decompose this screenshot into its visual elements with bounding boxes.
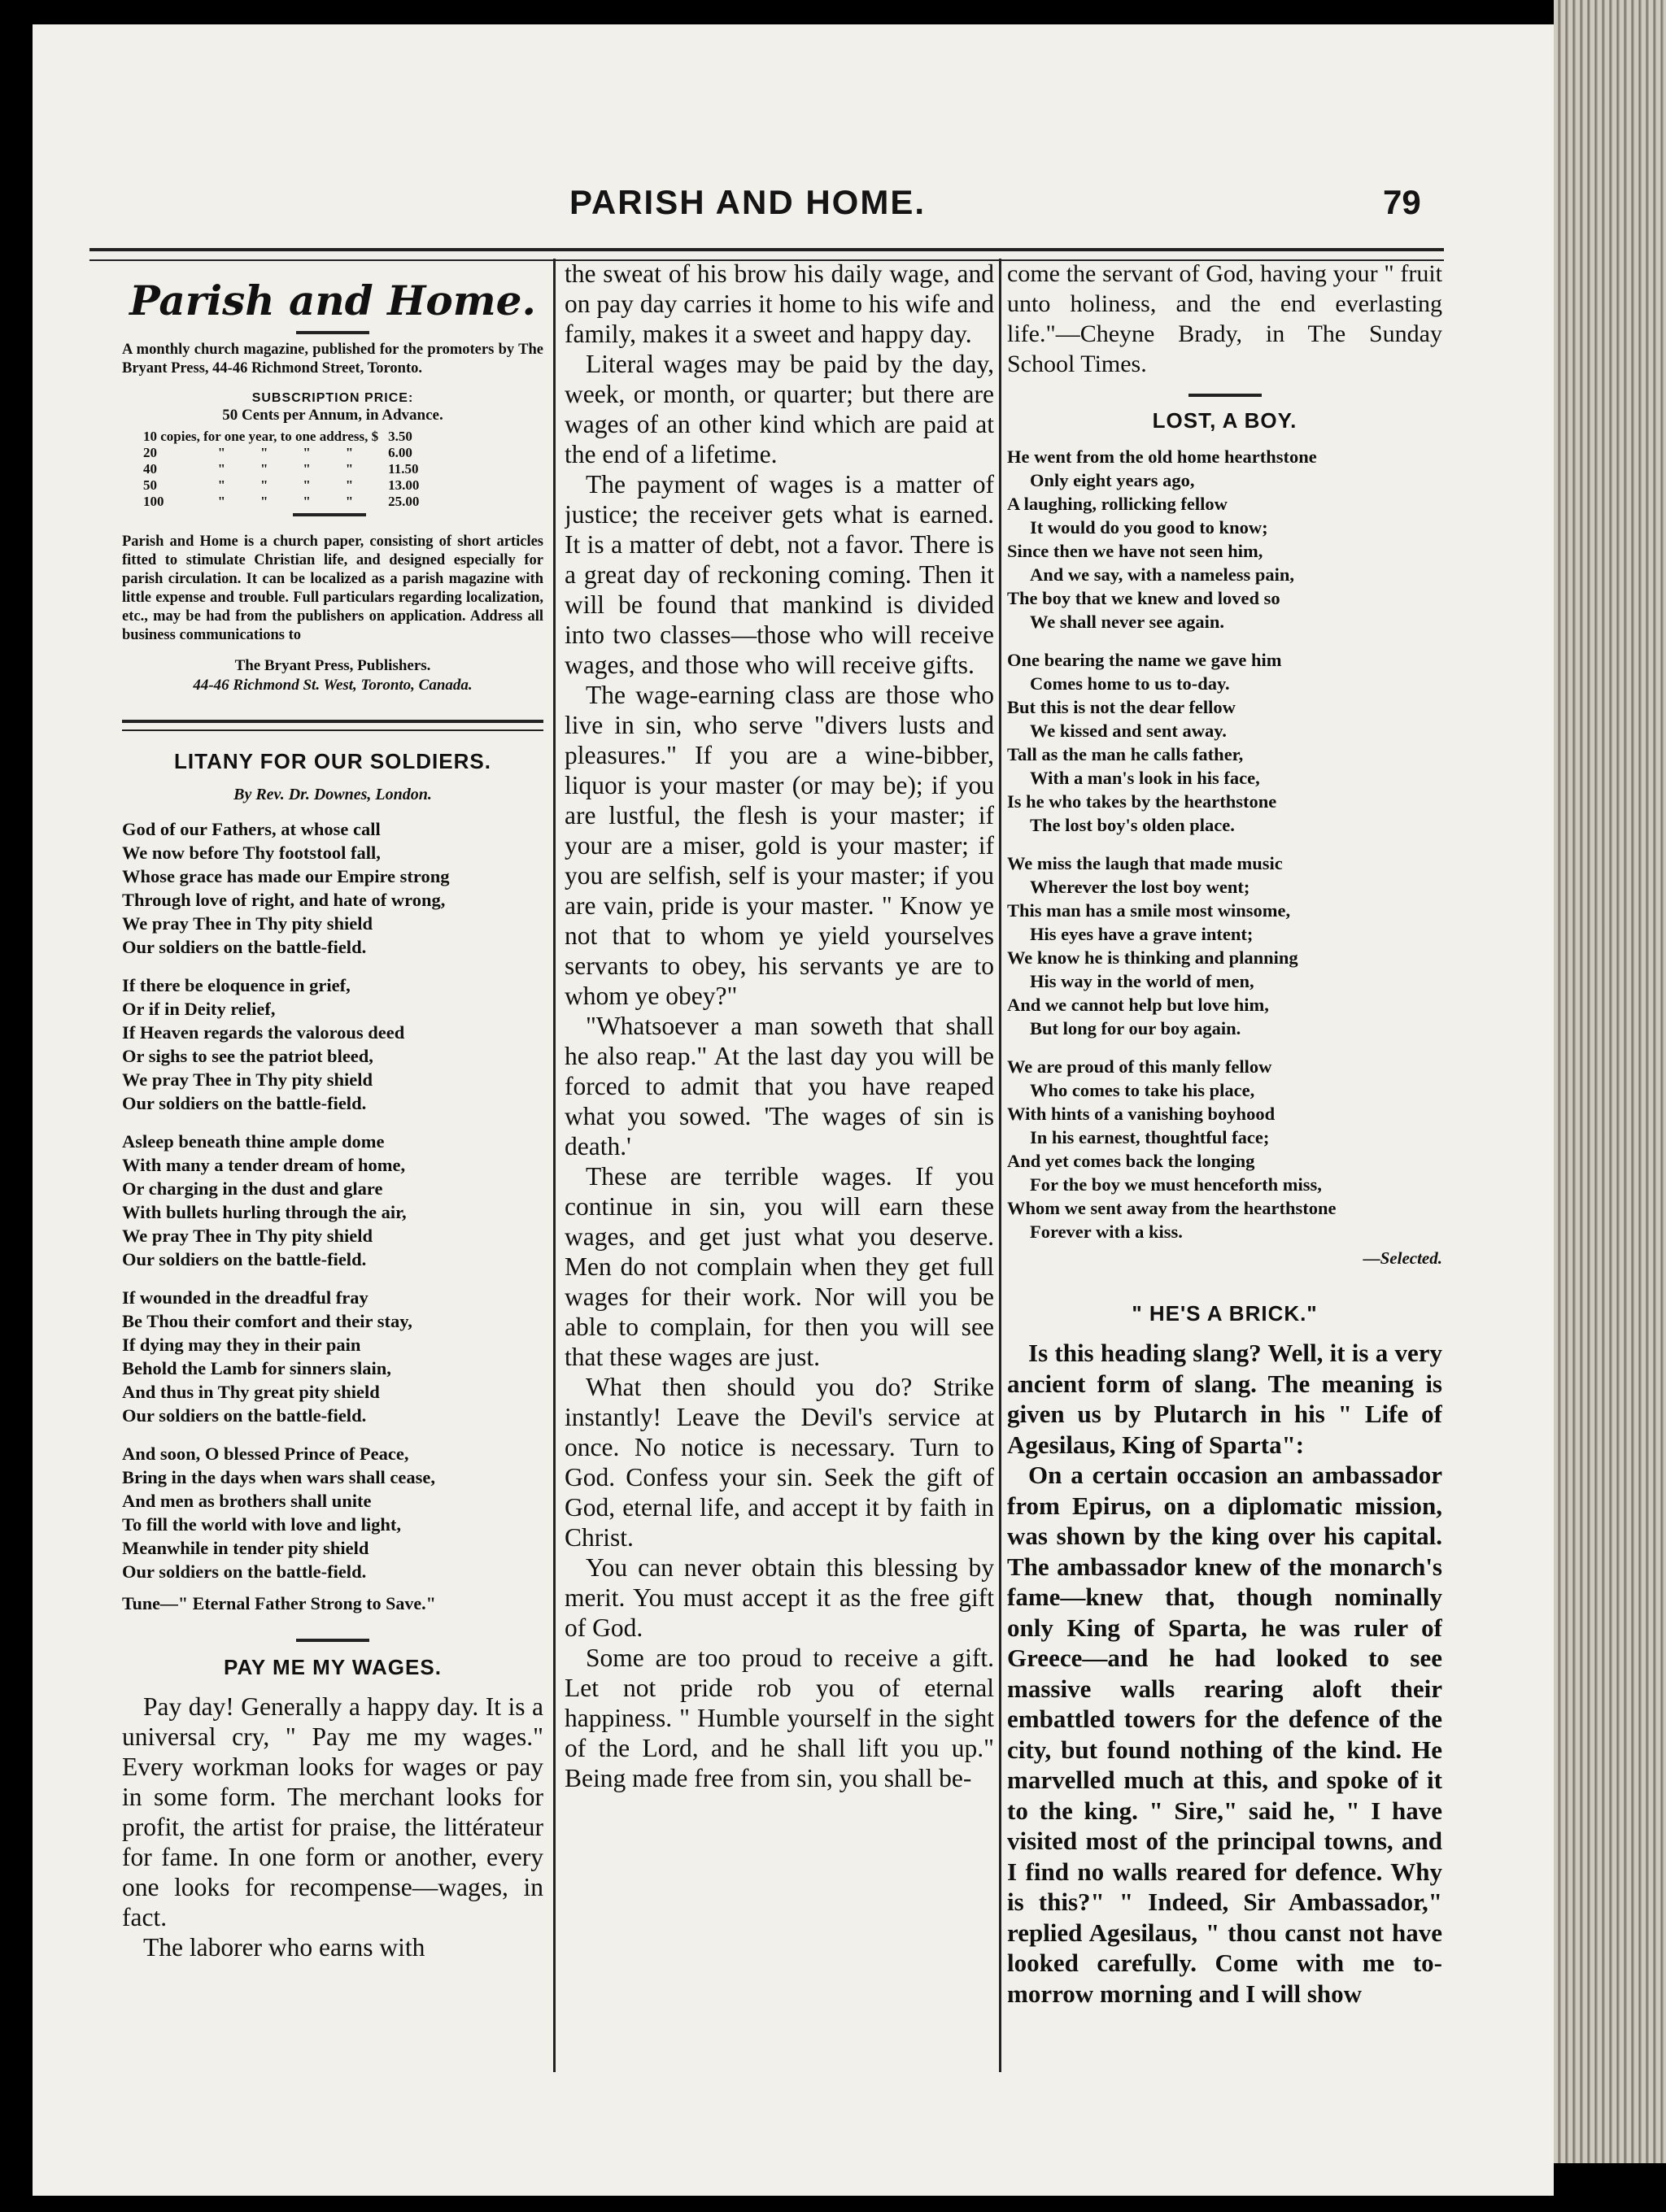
paragraph: The laborer who earns with: [143, 1933, 425, 1962]
price-row: [138, 445, 424, 461]
subscription-label: SUBSCRIPTION PRICE:: [251, 391, 414, 405]
price-cell: 50: [143, 477, 157, 493]
poem-line: And men as brothers shall unite: [122, 1491, 372, 1511]
price-cell: ": [217, 477, 226, 493]
poem-stanza: [122, 1442, 543, 1583]
running-head: PARISH AND HOME.: [569, 183, 927, 221]
poem-line: He went from the old home hearthstone: [1007, 446, 1317, 467]
poem-stanza: [1007, 1055, 1442, 1243]
poem-line: Forever with a kiss.: [1030, 1221, 1183, 1242]
price-cell: ": [303, 477, 311, 493]
paragraph: "Whatsoever a man soweth that shall he also reap." At the last day you will be forced to admit that you have reaped what you sowed. 'The wages of sin is death.': [565, 1012, 994, 1160]
section-rule: [122, 720, 543, 731]
poem-line: And thus in Thy great pity shield: [122, 1382, 380, 1402]
poem-line: The lost boy's olden place.: [1030, 815, 1235, 835]
poem-line: We pray Thee in Thy pity shield: [122, 1069, 373, 1090]
short-rule: [293, 513, 366, 516]
poem-credit: —Selected.: [1363, 1248, 1442, 1268]
wages-title: PAY ME MY WAGES.: [224, 1655, 442, 1679]
price-table: [138, 429, 424, 510]
short-rule: [296, 1639, 369, 1642]
price-cell: ": [259, 494, 268, 509]
column-1: [122, 259, 543, 1962]
paragraph: Literal wages may be paid by the day, week, or month, or quarter; but there are wages of an other kind which are paid at the end of a lifetime.: [565, 350, 994, 468]
poem-line: If dying may they in their pain: [122, 1335, 361, 1355]
price-cell: ": [345, 494, 354, 509]
poem-stanza: [1007, 851, 1442, 1040]
poem-line: And we say, with a nameless pain,: [1030, 564, 1295, 585]
price-cell: ": [259, 461, 268, 477]
price-cell: 3.50: [388, 429, 412, 444]
poem-line: Or sighs to see the patriot bleed,: [122, 1046, 373, 1066]
poem-line: We are proud of this manly fellow: [1007, 1056, 1272, 1077]
price-row: [138, 429, 424, 445]
poem-line: We shall never see again.: [1030, 612, 1224, 632]
wages-text-col2: [565, 259, 994, 1793]
price-cell: ": [217, 445, 226, 460]
poem-stanza: [122, 817, 543, 959]
masthead-description: Parish and Home is a church paper, consisting of short articles fitted to stimulate Christian life, and designed especially for parish circulation. It can be localized as a parish magazine with little expense and trouble. Full particulars regarding localization, etc., may be had from the publishers on application. Address all business communications to: [122, 533, 543, 643]
poem-line: For the boy we must henceforth miss,: [1030, 1174, 1322, 1195]
paragraph: Is this heading slang? Well, it is a very ancient form of slang. The meaning is given us by Plutarch in his " Life of Agesilaus, King of Sparta":: [1007, 1339, 1442, 1459]
poem-line: Bring in the days when wars shall cease,: [122, 1467, 436, 1487]
price-cell: 11.50: [388, 461, 419, 477]
poem-line: And soon, O blessed Prince of Peace,: [122, 1443, 409, 1464]
litany-byline: By Rev. Dr. Downes, London.: [233, 786, 432, 803]
litany-poem: [122, 817, 543, 1583]
poem-line: Our soldiers on the battle-field.: [122, 1249, 367, 1269]
price-cell: ": [259, 477, 268, 493]
publisher-address: 44-46 Richmond St. West, Toronto, Canada.: [193, 677, 473, 694]
poem-line: The boy that we knew and loved so: [1007, 588, 1280, 608]
poem-line: Our soldiers on the battle-field.: [122, 1561, 367, 1582]
poem-line: To fill the world with love and light,: [122, 1514, 401, 1535]
brick-text: [1007, 1338, 1442, 2009]
brick-title: " HE'S A BRICK.": [1132, 1301, 1318, 1326]
poem-line: In his earnest, thoughtful face;: [1030, 1127, 1270, 1147]
poem-line: Our soldiers on the battle-field.: [122, 1405, 367, 1426]
poem-stanza: [1007, 445, 1442, 634]
poem-line: His way in the world of men,: [1030, 971, 1254, 991]
price-cell: ": [259, 445, 268, 460]
lost-boy-title: LOST, A BOY.: [1152, 408, 1297, 433]
poem-line: Asleep beneath thine ample dome: [122, 1131, 385, 1152]
price-cell: 100: [143, 494, 164, 509]
column-divider: [999, 259, 1001, 2072]
price-cell: ": [217, 494, 226, 509]
price-cell: ": [345, 477, 354, 493]
price-cell: 13.00: [388, 477, 420, 493]
price-cell: ": [303, 445, 311, 460]
poem-line: We know he is thinking and planning: [1007, 947, 1298, 968]
price-cell: ": [217, 461, 226, 477]
poem-line: With a man's look in his face,: [1030, 768, 1260, 788]
poem-line: Through love of right, and hate of wrong,: [122, 890, 446, 910]
poem-line: With many a tender dream of home,: [122, 1155, 406, 1175]
poem-line: Meanwhile in tender pity shield: [122, 1538, 369, 1558]
poem-line: We miss the laugh that made music: [1007, 853, 1283, 873]
column-2: [565, 259, 994, 1793]
poem-line: We pray Thee in Thy pity shield: [122, 1226, 373, 1246]
column-divider: [553, 259, 556, 2072]
paragraph: The wage-earning class are those who live in sin, who serve "divers lusts and pleasures." If you are a wine-bibber, liquor is your master (or may be); if you are lustful, the flesh is your master; if your are a miser, gold is your master; if you are selfish, self is your master; if you are vain, pride is your master. " Know ye not that to whom ye yield yourselves servants to obey, his servants ye are to whom ye obey?": [565, 681, 994, 1010]
poem-line: Behold the Lamb for sinners slain,: [122, 1358, 391, 1378]
price-row: [138, 477, 424, 494]
price-cell: 25.00: [388, 494, 420, 509]
column-3: [1007, 259, 1442, 2009]
poem-line: Who comes to take his place,: [1030, 1080, 1255, 1100]
paragraph: the sweat of his brow his daily wage, and on pay day carries it home to his wife and family, makes it a sweet and happy day.: [565, 259, 994, 348]
price-cell: ": [345, 445, 354, 460]
paragraph: Some are too proud to receive a gift. Let not pride rob you of eternal happiness. " Humble yourself in the sight of the Lord, and he shall lift you up." Being made free from sin, you shall be-: [565, 1644, 994, 1792]
poem-line: And yet comes back the longing: [1007, 1151, 1255, 1171]
poem-line: Tall as the man he calls father,: [1007, 744, 1244, 764]
page-number: 79: [1383, 183, 1421, 221]
price-cell: 6.00: [388, 445, 412, 460]
short-rule: [296, 331, 369, 334]
price-cell: ": [345, 461, 354, 477]
masthead-intro: A monthly church magazine, published for the promoters by The Bryant Press, 44-46 Richmond Street, Toronto.: [122, 342, 543, 377]
price-row: [138, 494, 424, 510]
poem-stanza: [122, 1130, 543, 1271]
poem-line: If wounded in the dreadful fray: [122, 1287, 369, 1308]
poem-line: We now before Thy footstool fall,: [122, 843, 381, 863]
poem-line: Or charging in the dust and glare: [122, 1178, 383, 1199]
subscription-rate: 50 Cents per Annum, in Advance.: [222, 407, 443, 424]
paragraph: These are terrible wages. If you continue in sin, you will earn these wages, and get just what you deserve. Men do not complain when they get full wages for their work. Nor will you be able to complain, for then you will see that these wages are just.: [565, 1162, 994, 1371]
paragraph: Pay day! Generally a happy day. It is a universal cry, " Pay me my wages." Every workman looks for wages or pay in some form. The merchant looks for profit, the artist for praise, the littérateur for fame. In one form or another, every one looks for recompense—wages, in fact.: [122, 1692, 543, 1931]
poem-stanza: [1007, 648, 1442, 837]
poem-line: Whom we sent away from the hearthstone: [1007, 1198, 1337, 1218]
price-cell: 40: [143, 461, 157, 477]
wages-text-col1: [122, 1692, 543, 1962]
poem-line: Since then we have not seen him,: [1007, 541, 1263, 561]
poem-line: We pray Thee in Thy pity shield: [122, 913, 373, 934]
poem-line: With bullets hurling through the air,: [122, 1202, 407, 1222]
poem-line: His eyes have a grave intent;: [1030, 924, 1254, 944]
poem-line: Our soldiers on the battle-field.: [122, 1093, 367, 1113]
poem-line: Only eight years ago,: [1030, 470, 1195, 490]
poem-line: A laughing, rollicking fellow: [1007, 494, 1228, 514]
poem-line: It would do you good to know;: [1030, 517, 1268, 538]
price-cell: 20: [143, 445, 157, 460]
price-cell: ": [303, 494, 311, 509]
poem-line: If there be eloquence in grief,: [122, 975, 351, 995]
poem-line: One bearing the name we gave him: [1007, 650, 1282, 670]
paragraph: On a certain occasion an ambassador from Epirus, on a diplomatic mission, was shown by the king over his capital. The ambassador knew of the monarch's fame—knew that, though nominally only King of Sparta, he was ruler of Greece—and he had looked to see massive walls rearing aloft their embattled towers for the defence of the city, but found nothing of the kind. He marvelled much at this, and spoke of it to the king. " Sire," said he, " I have visited most of the principal towns, and I find no walls reared for defence. Why is this?" " Indeed, Sir Ambassador," replied Agesilaus, " thou canst not have looked carefully. Come with me to-morrow morning and I will show: [1007, 1461, 1442, 2008]
book-page-edges: [1554, 0, 1666, 2212]
price-cell: ": [303, 461, 311, 477]
litany-title: LITANY FOR OUR SOLDIERS.: [174, 749, 491, 773]
poem-line: But this is not the dear fellow: [1007, 697, 1236, 717]
poem-line: We kissed and sent away.: [1030, 721, 1227, 741]
price-cell: 10 copies, for one year, to one address, $: [143, 429, 379, 444]
paragraph: What then should you do? Strike instantly! Leave the Devil's service at once. No notice is necessary. Turn to God. Confess your sin. Seek the gift of God, eternal life, and accept it by faith in Christ.: [565, 1373, 994, 1552]
poem-stanza: [122, 973, 543, 1115]
poem-stanza: [122, 1286, 543, 1427]
poem-line: God of our Fathers, at whose call: [122, 819, 381, 839]
price-row: [138, 461, 424, 477]
paragraph: The payment of wages is a matter of justice; the receiver gets what is earned. It is a matter of debt, not a favor. There is a great day of reckoning coming. Then it will be found that mankind is divided into two classes—those who will receive wages, and those who will receive gifts.: [565, 470, 994, 679]
poem-line: Comes home to us to-day.: [1030, 673, 1230, 694]
poem-line: With hints of a vanishing boyhood: [1007, 1104, 1276, 1124]
publisher-name: The Bryant Press, Publishers.: [234, 657, 431, 674]
wages-conclusion: come the servant of God, having your " fruit unto holiness, and the end everlasting life."—Cheyne Brady, in The Sunday School Times.: [1007, 260, 1442, 377]
poem-line: Wherever the lost boy went;: [1030, 877, 1250, 897]
poem-line: And we cannot help but love him,: [1007, 995, 1269, 1015]
poem-line: If Heaven regards the valorous deed: [122, 1022, 405, 1043]
masthead-title: Parish and Home.: [129, 276, 536, 324]
poem-line: Be Thou their comfort and their stay,: [122, 1311, 412, 1331]
poem-line: But long for our boy again.: [1030, 1018, 1241, 1039]
poem-line: Is he who takes by the hearthstone: [1007, 791, 1277, 812]
litany-tune: Tune—" Eternal Father Strong to Save.": [122, 1593, 436, 1613]
poem-line: Whose grace has made our Empire strong: [122, 866, 450, 886]
paragraph: You can never obtain this blessing by merit. You must accept it as the free gift of God.: [565, 1553, 994, 1642]
short-rule: [1188, 394, 1262, 397]
poem-line: Or if in Deity relief,: [122, 999, 276, 1019]
poem-line: Our soldiers on the battle-field.: [122, 937, 367, 957]
lost-boy-poem: [1007, 445, 1442, 1243]
poem-line: This man has a smile most winsome,: [1007, 900, 1291, 921]
